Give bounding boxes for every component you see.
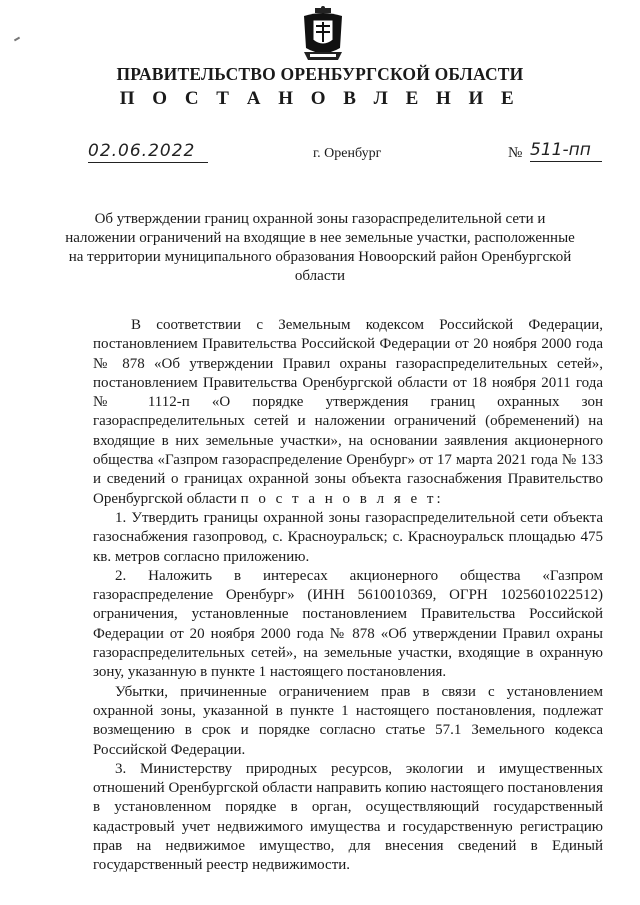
losses-paragraph: Убытки, причиненные ограничением прав в связи с установлением охранной зоны, указанной в пункте 1 настоящего постановления, подлежат возмещению в срок и порядке согласно статье 57.1 Земельного кодекса Российской Федерации. xyxy=(93,683,603,758)
item-3: 3. Министерству природных ресурсов, экологии и имущественных отношений Оренбургской области направить копию настоящего постановления в установленном порядке в орган, осуществляющий государственный кадастровый учет недвижимого имущества и государственную регистрацию прав на недвижимое имущество, для внесения сведений в Единый государственный реестр недвижимости. xyxy=(93,760,603,874)
number-label: № xyxy=(508,145,523,161)
scan-artifact xyxy=(14,37,20,42)
document-date: 02.06.2022 xyxy=(88,141,208,163)
coat-of-arms-icon xyxy=(298,6,348,62)
intro-text: В соответствии с Земельным кодексом Российской Федерации, постановлением Правительства Российской Федерации от 20 ноября 2000 года № 878 «Об утверждении Правил охраны газораспределительных сетей», постановлением Правительства Оренбургской области от 18 ноября 2011 года № 1112-п «О порядке утверждения границ охранных зон газораспределительных сетей и наложении ограничений (обременений) на входящие в них земельные участки», на основании заявления акционерного общества «Газпром газораспределение Оренбург» от 17 марта 2021 года № 133 и сведений о границах охранной зоны объекта газоснабжения Правительство Оренбургской области xyxy=(93,317,603,507)
intro-paragraph xyxy=(93,316,603,509)
document-body xyxy=(93,316,603,876)
document-city: г. Оренбург xyxy=(313,146,382,161)
item-2: 2. Наложить в интересах акционерного общества «Газпром газораспределение Оренбург» (ИНН 5610010369, ОГРН 1025601022512) ограничения, установленные постановлением Правительства Российской Федерации от 20 ноября 2000 года № 878 «Об утверждении Правил охраны газораспределительных сетей», на земельные участки, входящие в охранную зону, указанную в пункте 1 настоящего постановления. xyxy=(93,567,603,681)
organization-name: ПРАВИТЕЛЬСТВО ОРЕНБУРГСКОЙ ОБЛАСТИ xyxy=(116,64,524,84)
document-type: П О С Т А Н О В Л Е Н И Е xyxy=(119,88,521,109)
document-title: Об утверждении границ охранной зоны газораспределительной сети и наложении ограничений на входящие в нее земельные участки, расположенные на территории муниципального образования Новоорский район Оренбургской области xyxy=(65,211,575,284)
decree-word: п о с т а н о в л я е т: xyxy=(240,490,444,507)
document-number: 511-пп xyxy=(530,140,602,162)
item-1: 1. Утвердить границы охранной зоны газораспределительной сети объекта газоснабжения газопровод, с. Красноуральск; с. Красноуральск площадью 475 кв. метров согласно приложению. xyxy=(93,509,603,565)
